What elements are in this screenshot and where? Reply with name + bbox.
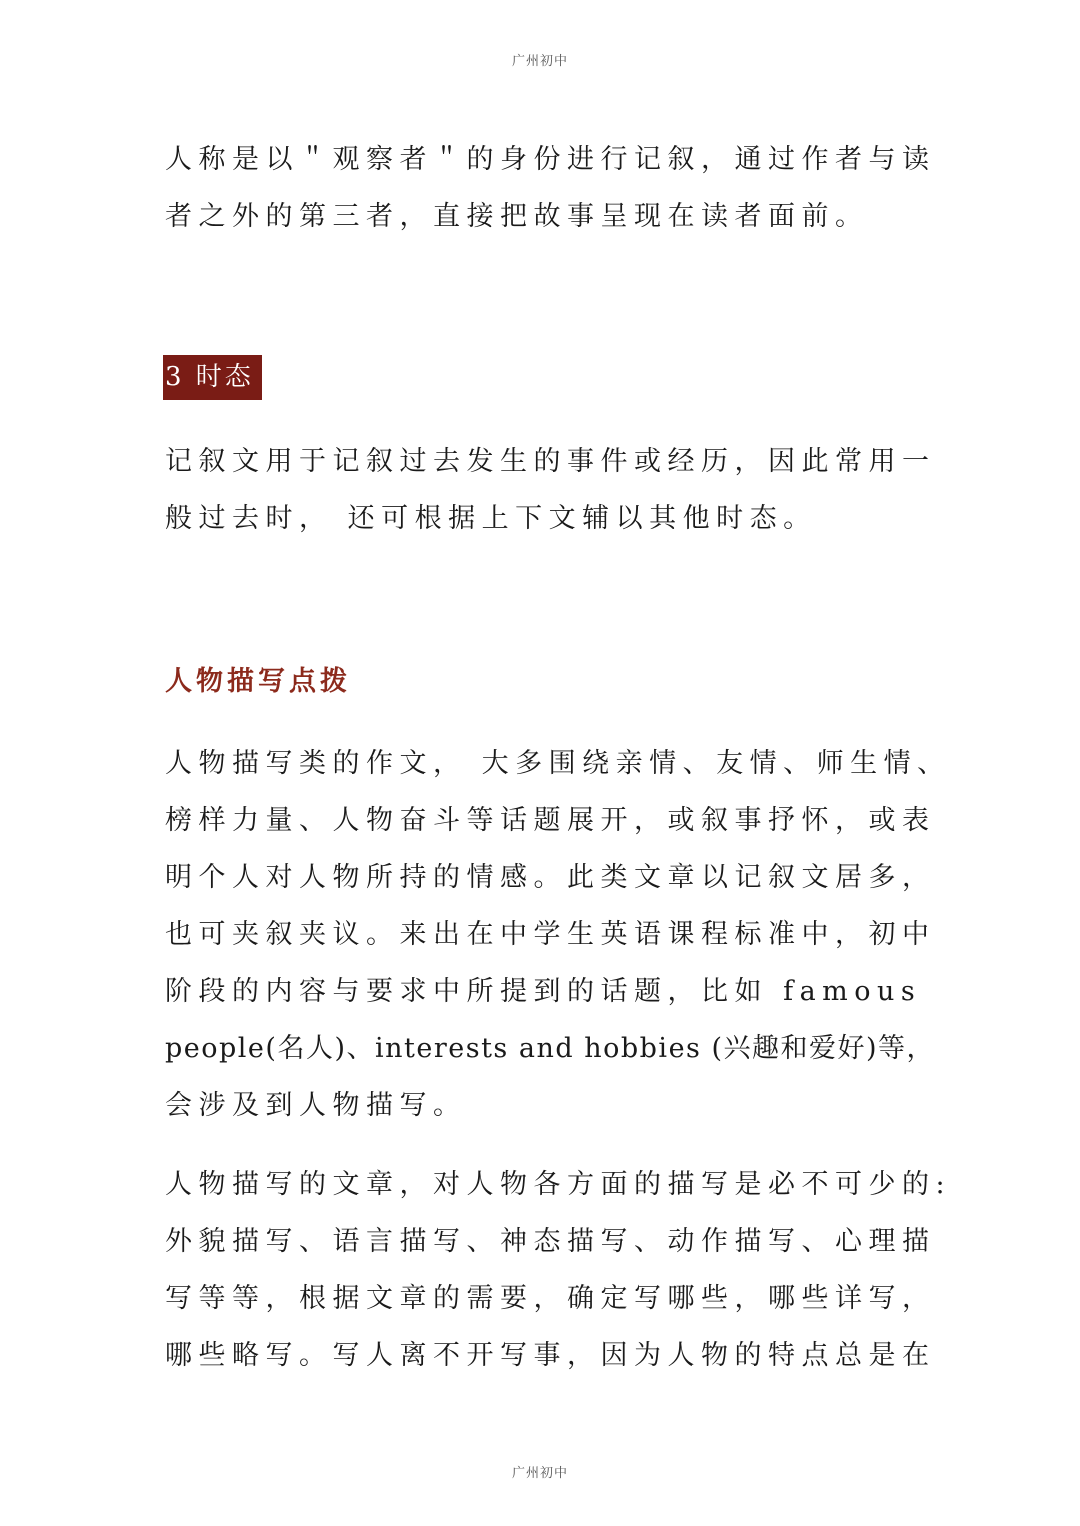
intro-paragraph [165,131,936,245]
text-line: 记叙文用于记叙过去发生的事件或经历，因此常用一 [165,446,936,477]
page-footer: 广州初中 [511,1466,568,1481]
text-line: 阶段的内容与要求中所提到的话题，比如 famous [165,976,922,1007]
section-badge-tense: 3 时态 [163,355,262,400]
text-line: 哪些略写。写人离不开写事，因为人物的特点总是在 [165,1340,936,1371]
page-header: 广州初中 [511,54,568,69]
text-line: 也可夹叙夹议。来出在中学生英语课程标准中，初中 [165,919,936,950]
text-line: 外貌描写、语言描写、神态描写、动作描写、心理描 [165,1226,936,1257]
text-line: 明个人对人物所持的情感。此类文章以记叙文居多， [165,862,936,893]
text-line: 人称是以＂观察者＂的身份进行记叙，通过作者与读 [165,144,936,175]
section-heading-character: 人物描写点拨 [165,666,351,697]
text-line: 人物描写类的作文， 大多围绕亲情、友情、师生情、 [165,748,951,779]
text-line: 写等等，根据文章的需要，确定写哪些，哪些详写， [165,1283,936,1314]
character-paragraph-2 [165,1156,952,1384]
tense-paragraph [165,433,936,547]
character-paragraph-1 [165,735,951,1134]
text-line: 者之外的第三者，直接把故事呈现在读者面前。 [165,201,869,232]
text-line: 会涉及到人物描写。 [165,1090,467,1121]
text-line: 人物描写的文章，对人物各方面的描写是必不可少的: [165,1169,952,1200]
text-line: 榜样力量、人物奋斗等话题展开，或叙事抒怀，或表 [165,805,936,836]
text-line: 般过去时， 还可根据上下文辅以其他时态。 [165,503,817,534]
text-line: people(名人)、interests and hobbies (兴趣和爱好)等， [165,1033,936,1064]
